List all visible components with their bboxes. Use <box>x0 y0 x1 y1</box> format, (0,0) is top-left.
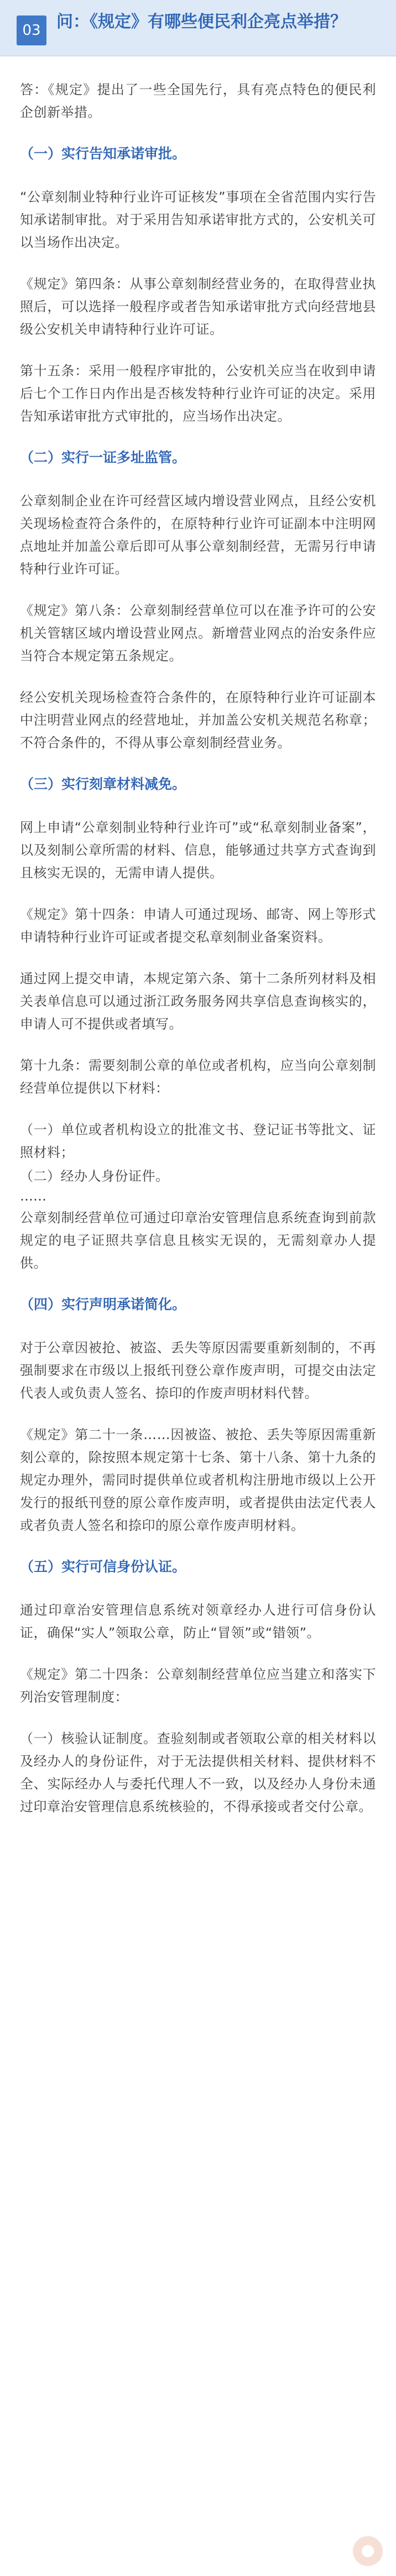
question-header <box>0 0 396 56</box>
paragraph: 经公安机关现场检查符合条件的，在原特种行业许可证副本中注明营业网点的经营地址，并加盖公安机关规范名称章；不符合条件的，不得从事公章刻制经营业务。 <box>20 690 376 751</box>
paragraph: 对于公章因被抢、被盗、丢失等原因需要重新刻制的，不再强制要求在市级以上报纸刊登公章作废声明，可提交由法定代表人或负责人签名、捺印的作废声明材料代替。 <box>20 1340 376 1401</box>
section-heading: （二）实行一证多址监管。 <box>20 449 186 465</box>
paragraph: 《规定》第四条：从事公章刻制经营业务的，在取得营业执照后，可以选择一般程序或者告知承诺审批方式向经营地县级公安机关申请特种行业许可证。 <box>20 276 376 337</box>
section-heading: （一）实行告知承诺审批。 <box>20 146 186 162</box>
paragraph: 公章刻制企业在许可经营区域内增设营业网点，且经公安机关现场检查符合条件的，在原特种行业许可证副本中注明网点地址并加盖公章后即可从事公章刻制经营，无需另行申请特种行业许可证。 <box>20 493 376 577</box>
paragraph: “公章刻制业特种行业许可证核发”事项在全省范围内实行告知承诺制审批。对于采用告知承诺审批方式的，公安机关可以当场作出决定。 <box>20 189 376 250</box>
paragraph: （一）核验认证制度。查验刻制或者领取公章的相关材料以及经办人的身份证件，对于无法提供相关材料、提供材料不全、实际经办人与委托代理人不一致，以及经办人身份未通过印章治安管理信息系统核验的，不得承接或者交付公章。 <box>20 1731 376 1814</box>
ellipsis-text: …… <box>20 1188 46 1204</box>
paragraph: 网上申请“公章刻制业特种行业许可”或“私章刻制业备案”，以及刻制公章所需的材料、信息，能够通过共享方式查询到且核实无误的，无需申请人提供。 <box>20 820 376 881</box>
paragraph: 答：《规定》提出了一些全国先行，具有亮点特色的便民利企创新举措。 <box>20 82 376 120</box>
paragraph: 《规定》第二十四条：公章刻制经营单位应当建立和落实下列治安管理制度： <box>20 1667 376 1705</box>
section-heading: （四）实行声明承诺简化。 <box>20 1296 186 1312</box>
list-item: （一）单位或者机构设立的批准文书、登记证书等批文、证照材料； <box>20 1122 376 1160</box>
section-heading: （三）实行刻章材料减免。 <box>20 776 186 792</box>
paragraph: 通过网上提交申请，本规定第六条、第十二条所列材料及相关表单信息可以通过浙江政务服务网共享信息查询核实的，申请人可不提供或者填写。 <box>20 971 376 1032</box>
paragraph: 第十五条：采用一般程序审批的，公安机关应当在收到申请后七个工作日内作出是否核发特种行业许可证的决定。采用告知承诺审批方式审批的，应当场作出决定。 <box>20 363 376 424</box>
paragraph: 《规定》第八条：公章刻制经营单位可以在准予许可的公安机关管辖区域内增设营业网点。新增营业网点的治安条件应当符合本规定第五条规定。 <box>20 603 376 664</box>
section-heading: （五）实行可信身份认证。 <box>20 1559 186 1575</box>
paragraph: 《规定》第十四条：申请人可通过现场、邮寄、网上等形式申请特种行业许可证或者提交私章刻制业备案资料。 <box>20 907 376 945</box>
watermark-logo-icon <box>353 2536 383 2566</box>
question-number-badge: 03 <box>17 15 46 45</box>
question-title: 问：《规定》有哪些便民利企亮点举措？ <box>56 12 347 32</box>
list-item: （二）经办人身份证件。 <box>20 1168 169 1184</box>
answer-body <box>0 56 396 1854</box>
paragraph: 通过印章治安管理信息系统对领章经办人进行可信身份认证，确保“实人”领取公章，防止“冒领”或“错领”。 <box>20 1602 376 1641</box>
paragraph: 公章刻制经营单位可通过印章治安管理信息系统查询到前款规定的电子证照共享信息且核实无误的，无需刻章办人提供。 <box>20 1210 376 1271</box>
paragraph: 《规定》第二十一条……因被盗、被抢、丢失等原因需重新刻公章的，除按照本规定第十七条、第十八条、第十九条的规定办理外，需同时提供单位或者机构注册地市级以上公开发行的报纸刊登的原公章作废声明，或者提供由法定代表人或者负责人签名和捺印的原公章作废声明材料。 <box>20 1427 376 1533</box>
paragraph: 第十九条：需要刻制公章的单位或者机构，应当向公章刻制经营单位提供以下材料： <box>20 1058 376 1096</box>
